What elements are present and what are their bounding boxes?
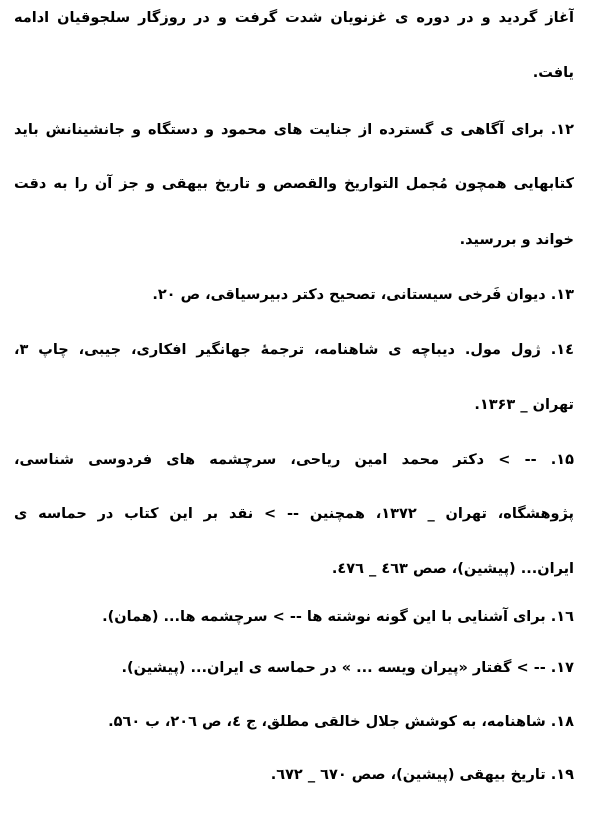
text-line-2: یافت. [532,65,574,81]
footnote-12-line-1: ۱۲. برای آگاهی ی گسترده از جنایت های محمود و دستگاه و جانشینانش باید [14,122,574,138]
footnote-18: ۱۸. شاهنامه، به کوشش جلال خالقی مطلق، ج ٤، ص ۲۰٦، ب ۵٦۰. [108,714,574,730]
footnote-19: ۱۹. تاریخ بیهقی (پیشین)، صص ٦۷۰ _ ٦۷۲. [270,767,574,783]
footnote-12-line-2: کتابهایی همچون مُجمل التواریخ والقصص و تاریخ بیهقی و جز آن را به دقت [14,176,574,192]
footnote-16: ۱٦. برای آشنایی با این گونه نوشته ها -- > سرچشمه ها... (همان). [102,609,574,625]
footnote-14-line-1: ۱٤. ژول مول. دیباچه ی شاهنامه، ترجمهٔ جهانگیر افکاری، جیبی، چاپ ۳، [14,342,574,358]
footnote-15-line-2: پژوهشگاه، تهران _ ۱۳۷۲، همچنین -- > نقد بر این کتاب در حماسه ی [14,506,574,522]
footnote-17: ۱۷. -- > گفتار «پیران ویسه ... » در حماسه ی ایران... (پیشین). [121,660,574,676]
text-line-1: آغاز گردید و در دوره ی غزنویان شدت گرفت و در روزگار سلجوقیان ادامه [14,10,574,26]
footnote-14-line-2: تهران _ ۱۳۶۳. [474,397,574,413]
footnote-13: ۱۳. دیوان فَرخی سیستانی، تصحیح دکتر دبیرسیاقی، ص ۲۰. [152,287,574,303]
footnote-15-line-1: ۱۵. -- > دکتر محمد امین ریاحی، سرچشمه های فردوسی شناسی، [14,452,574,468]
footnote-12-line-3: خواند و بررسید. [459,232,574,248]
footnote-15-line-3: ایران... (پیشین)، صص ٤٦۳ _ ٤۷٦. [331,561,574,577]
